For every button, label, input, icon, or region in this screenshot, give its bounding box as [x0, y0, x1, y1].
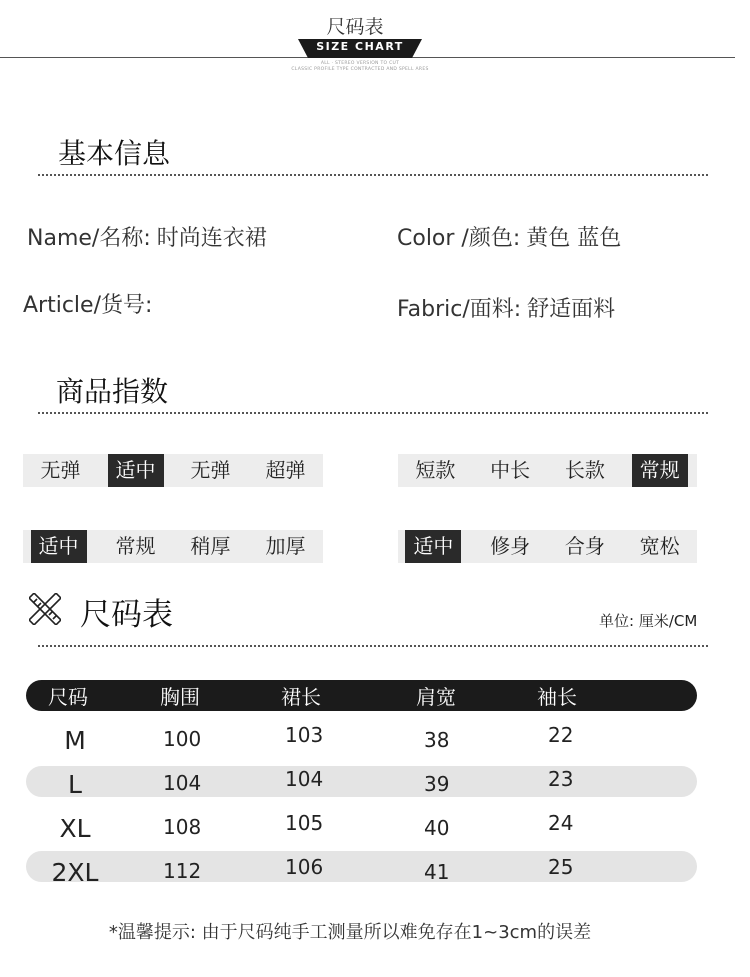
color-row: [397, 221, 621, 252]
name-value: 时尚连衣裙: [156, 226, 267, 251]
index-tag-selected: 适中: [108, 454, 164, 487]
index-tag: 稍厚: [190, 534, 231, 558]
basic-info-title: 基本信息: [58, 137, 171, 170]
index-tag: 宽松: [639, 534, 680, 558]
table-cell: 104: [163, 771, 202, 795]
size-chart-ribbon-label: SIZE CHART: [316, 40, 404, 53]
index-tag: 常规: [115, 534, 156, 558]
fabric-label: Fabric/面料:: [397, 297, 522, 322]
fabric-row: [397, 292, 615, 323]
index-tag: 无弹: [190, 458, 231, 482]
table-cell: 112: [163, 859, 202, 883]
table-cell: 38: [424, 728, 450, 752]
table-cell: 105: [285, 811, 324, 835]
index-tag: 合身: [564, 534, 605, 558]
table-cell: 41: [424, 860, 450, 884]
table-cell: 25: [548, 855, 574, 879]
name-label: Name/名称:: [27, 226, 151, 251]
index-tag: 长款: [564, 458, 605, 482]
article-label: Article/货号:: [23, 293, 153, 318]
size-cell: XL: [59, 814, 91, 843]
table-cell: 22: [548, 723, 574, 747]
index-tag: 无弹: [40, 458, 81, 482]
header-sleeve: 袖长: [537, 685, 577, 709]
size-table-title: 尺码表: [80, 597, 173, 633]
table-cell: 100: [163, 727, 202, 751]
index-tag-selected: 适中: [405, 530, 461, 563]
size-cell: L: [68, 770, 82, 799]
header-subtitle-1: ALL · STEREO VERSION TO CUT: [320, 61, 400, 66]
header-subtitle-2: CLASSIC PROFILE TYPE CONTRACTED AND SPELL ARES: [291, 67, 429, 72]
index-tag-selected: 常规: [632, 454, 688, 487]
index-row-4: [398, 530, 697, 563]
table-cell: 23: [548, 767, 574, 791]
size-cell: 2XL: [51, 858, 99, 887]
size-cell: M: [64, 726, 86, 755]
index-row-2: [398, 454, 697, 487]
table-cell: 106: [285, 855, 324, 879]
table-cell: 108: [163, 815, 202, 839]
index-tag-selected: 适中: [31, 530, 87, 563]
index-tag: 中长: [490, 458, 531, 482]
size-table-header-bar: [26, 680, 697, 711]
table-cell: 24: [548, 811, 574, 835]
unit-label: 单位: 厘米/CM: [599, 612, 698, 630]
dotted-divider: [38, 412, 708, 414]
dotted-divider: [38, 174, 708, 176]
name-row: [27, 221, 267, 252]
index-tag: 超弹: [265, 458, 306, 482]
table-cell: 104: [285, 767, 324, 791]
dotted-divider: [38, 645, 708, 647]
index-row-1: [23, 454, 323, 487]
product-index-title: 商品指数: [56, 375, 169, 408]
table-cell: 103: [285, 723, 324, 747]
index-tag: 短款: [415, 458, 456, 482]
index-row-3: [23, 530, 323, 563]
index-tag: 加厚: [265, 534, 306, 558]
header-shoulder: 肩宽: [416, 685, 456, 709]
header-length: 裙长: [281, 685, 321, 709]
color-value: 黄色 蓝色: [526, 226, 622, 251]
index-tag: 修身: [490, 534, 531, 558]
table-cell: 40: [424, 816, 450, 840]
color-label: Color /颜色:: [397, 226, 521, 251]
page-title: 尺码表: [326, 16, 384, 38]
fabric-value: 舒适面料: [527, 297, 616, 322]
header-size: 尺码: [48, 685, 88, 709]
measurement-note: *温馨提示: 由于尺码纯手工测量所以难免存在1~3cm的误差: [108, 922, 592, 943]
table-cell: 39: [424, 772, 450, 796]
header-bust: 胸围: [160, 685, 200, 709]
ruler-pencil-cross-icon: [29, 593, 61, 625]
article-row: [23, 288, 158, 319]
